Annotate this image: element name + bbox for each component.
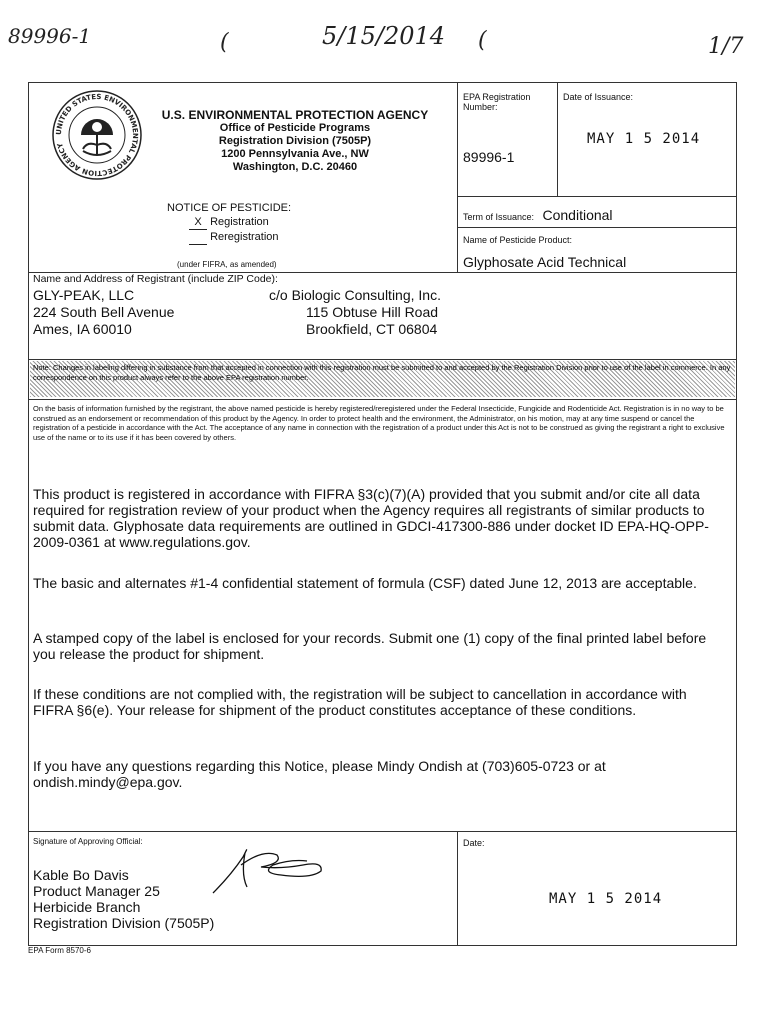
condition-paragraph-5: If you have any questions regarding this Notice, please Mindy Ondish at (703)605-0723 or at ondish.mindy@epa.gov. <box>33 758 606 790</box>
term-of-issuance <box>463 207 613 225</box>
divider <box>457 83 458 272</box>
date-issuance-label: Date of Issuance: <box>563 92 634 102</box>
term-value: Conditional <box>542 207 613 223</box>
divider <box>29 831 737 832</box>
divider <box>29 359 737 360</box>
registrant-street: 224 South Bell Avenue <box>33 304 175 320</box>
signature-date-stamp: MAY 1 5 2014 <box>549 891 663 907</box>
reregistration-blank <box>189 230 207 245</box>
notice-title: NOTICE OF PESTICIDE: <box>167 202 292 214</box>
handwritten-c-mark-2: ( <box>478 28 487 53</box>
divider <box>457 227 737 228</box>
product-label: Name of Pesticide Product: <box>463 235 573 245</box>
condition-paragraph-2: The basic and alternates #1-4 confidential statement of formula (CSF) dated June 12, 2013 are acceptable. <box>33 575 697 591</box>
signature-date-label: Date: <box>463 838 485 848</box>
divider <box>457 196 737 197</box>
label-change-note: Note: Changes in labeling differing in substance from that accepted in connection with this registration must be submitted to and accepted by the Registration Division prior to use of the label in commerce. In any correspondence on this product always refer to the above EPA registration number. <box>30 361 735 397</box>
epa-reg-label: EPA Registration Number: <box>463 92 531 112</box>
epa-seal-icon <box>51 89 143 181</box>
agent-street: 115 Obtuse Hill Road <box>306 304 439 320</box>
registration-form <box>28 82 737 946</box>
epa-reg-value: 89996-1 <box>463 149 515 165</box>
registration-option <box>167 215 291 230</box>
agent-city: Brookfield, CT 06804 <box>306 321 438 337</box>
agency-street: 1200 Pennsylvania Ave., NW <box>221 148 369 160</box>
divider <box>457 831 458 946</box>
approving-official <box>33 867 214 931</box>
condition-paragraph-1: This product is registered in accordance with FIFRA §3(c)(7)(A) provided that you submit and/or cite all data required for registration review of your product when the Agency requires all registrants of similar products to submit data. Glyphosate data requirements are outlined in GDCI-417300-886 under docket ID EPA-HQ-OPP-2009-0361 at www.regulations.gov. <box>33 486 709 550</box>
registration-checkmark: X <box>189 215 207 230</box>
signature-label: Signature of Approving Official: <box>33 837 143 846</box>
agent-address <box>269 287 441 338</box>
agency-division: Registration Division (7505P) <box>218 135 372 147</box>
term-label: Term of Issuance: <box>463 212 535 222</box>
product-value: Glyphosate Acid Technical <box>463 254 627 270</box>
handwritten-signature-icon <box>211 835 329 897</box>
condition-paragraph-4: If these conditions are not complied with, the registration will be subject to cancellation in accordance with FIFRA §6(e). Your release for shipment of the product constitutes acceptance of these conditions. <box>33 686 687 718</box>
handwritten-c-mark: ( <box>220 30 229 55</box>
condition-paragraph-3: A stamped copy of the label is enclosed for your records. Submit one (1) copy of the final printed label before you release the product for shipment. <box>33 630 707 662</box>
agency-office: Office of Pesticide Programs <box>219 122 371 134</box>
registrant-label: Name and Address of Registrant (include ZIP Code): <box>33 273 278 285</box>
agency-address <box>145 109 445 174</box>
handwritten-date: 5/15/2014 <box>322 22 446 50</box>
notice-block <box>167 201 291 245</box>
agent-name: c/o Biologic Consulting, Inc. <box>269 287 441 303</box>
basis-statement: On the basis of information furnished by the registrant, the above named pesticide is hereby registered/reregistered under the Federal Insecticide, Fungicide and Rodenticide Act. Registration is in no way to be construed as an endorsement or recommendation of this product by the Agency. In order to protect health and the environment, the Administrator, on his motion, may at any time suspend or cancel the registration of a pesticide in accordance with the Act. The acceptance of any name in connection with the registration of a product under this Act is not to be construed as giving the registrant a right to exclusive use of the name or to its use if it has been covered by others. <box>33 404 725 442</box>
divider <box>29 399 737 400</box>
registration-label: Registration <box>210 216 269 228</box>
official-name: Kable Bo Davis <box>33 867 129 883</box>
fifra-note: (under FIFRA, as amended) <box>177 260 277 269</box>
registrant-city: Ames, IA 60010 <box>33 321 132 337</box>
form-number: EPA Form 8570-6 <box>28 946 91 955</box>
registrant-name: GLY-PEAK, LLC <box>33 287 135 303</box>
registrant-address <box>33 287 174 338</box>
date-issuance-stamp: MAY 1 5 2014 <box>587 131 701 147</box>
reregistration-option <box>167 230 291 245</box>
official-division: Registration Division (7505P) <box>33 915 215 931</box>
official-branch: Herbicide Branch <box>33 899 141 915</box>
handwritten-page-number: 1/7 <box>708 34 744 59</box>
divider <box>557 83 558 196</box>
handwritten-reg-number: 89996-1 <box>8 24 92 48</box>
seal-text: UNITED STATES ENVIRONMENTAL PROTECTION AGENCY <box>54 92 140 178</box>
reregistration-label: Reregistration <box>210 231 279 243</box>
official-title: Product Manager 25 <box>33 883 160 899</box>
agency-name: U.S. ENVIRONMENTAL PROTECTION AGENCY <box>161 108 429 122</box>
agency-city: Washington, D.C. 20460 <box>232 161 358 173</box>
